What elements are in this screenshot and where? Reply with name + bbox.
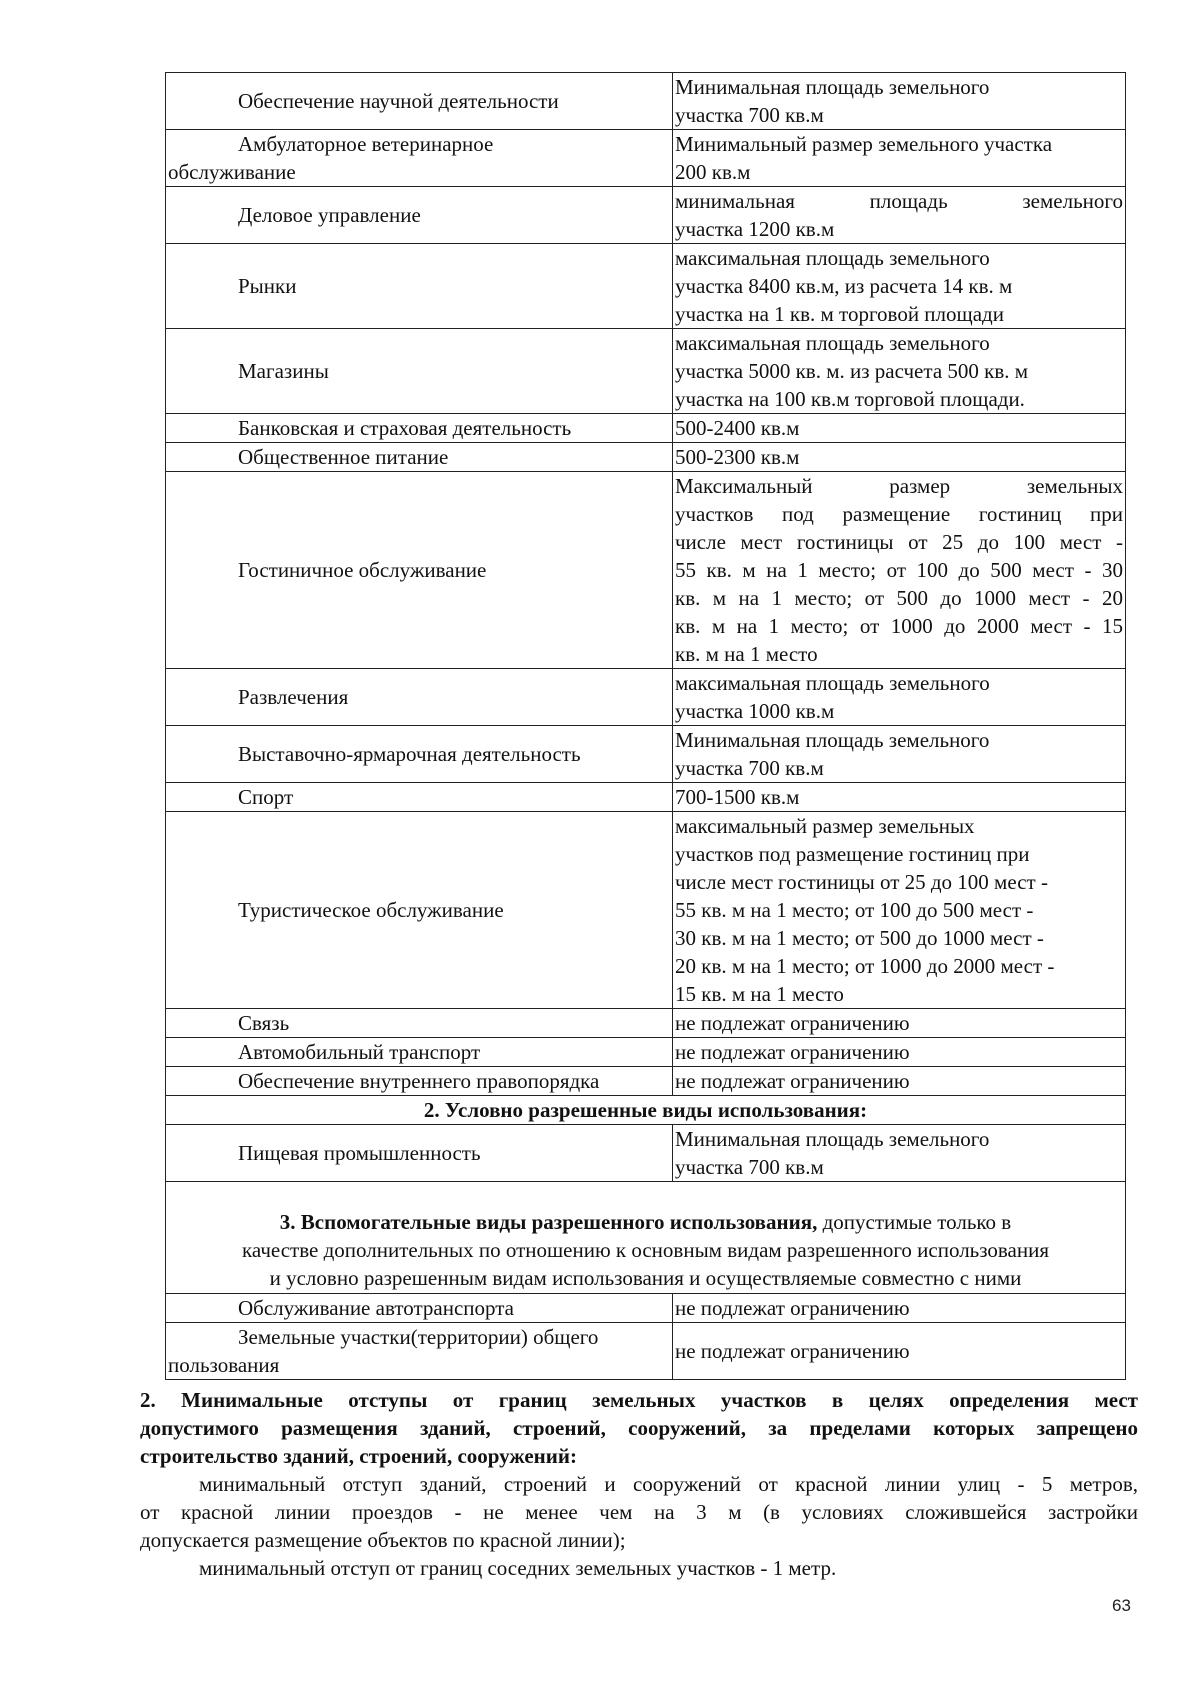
table-row — [166, 443, 1126, 472]
use-cell: Спорт — [166, 783, 673, 812]
table-row — [166, 783, 1126, 812]
table-row — [166, 1038, 1126, 1067]
use-cell: Деловое управление — [166, 187, 673, 244]
section-header-row — [166, 1096, 1126, 1125]
limit-cell: 500-2400 кв.м — [673, 414, 1126, 443]
use-cell: Рынки — [166, 244, 673, 329]
limit-cell: максимальная площадь земельного участка 5000 кв. м. из расчета 500 кв. м участка на 100 кв.м торговой площади. — [673, 329, 1126, 414]
limit-cell: Минимальный размер земельного участка 200 кв.м — [673, 130, 1126, 187]
use-cell: Связь — [166, 1009, 673, 1038]
setbacks-section — [140, 1386, 1138, 1582]
conditional-uses-heading: 2. Условно разрешенные виды использования: — [166, 1096, 1126, 1125]
table-row — [166, 812, 1126, 1009]
limit-cell: не подлежат ограничению — [673, 1323, 1126, 1380]
table-row — [166, 1067, 1126, 1096]
section-header-row — [166, 1182, 1126, 1294]
limit-cell: 700-1500 кв.м — [673, 783, 1126, 812]
limit-cell: Максимальный размер земельных участков под размещение гостиниц при числе мест гостиницы от 25 до 100 мест - 55 кв. м на 1 место; от 100 до 500 мест - 30 кв. м на 1 место; от 500 до 1000 мест - 20 кв. м на 1 место; от 1000 до 2000 мест - 15 кв. м на 1 место — [673, 472, 1126, 669]
limit-cell: Минимальная площадь земельного участка 700 кв.м — [673, 1125, 1126, 1182]
setback-paragraph: минимальный отступ зданий, строений и сооружений от красной линии улиц - 5 метров, от красной линии проездов - не менее чем на 3 м (в условиях сложившейся застройки допускается размещение объектов по красной линии); — [140, 1472, 1138, 1552]
use-cell: Обслуживание автотранспорта — [166, 1294, 673, 1323]
use-cell: Обеспечение внутреннего правопорядка — [166, 1067, 673, 1096]
table-row — [166, 187, 1126, 244]
table-row — [166, 73, 1126, 130]
table-row — [166, 1009, 1126, 1038]
auxiliary-uses-heading: 3. Вспомогательные виды разрешенного использования, допустимые только в качестве дополнительных по отношению к основным видам разрешенного использования и условно разрешенным видам использования и осуществляемые совместно с ними — [166, 1182, 1126, 1294]
section-heading: 2. Минимальные отступы от границ земельных участков в целях определения мест допустимого размещения зданий, строений, сооружений, за пределами которых запрещено строительство зданий, строений, сооружений: — [140, 1388, 1138, 1468]
use-cell: Магазины — [166, 329, 673, 414]
table-row — [166, 414, 1126, 443]
use-cell: Развлечения — [166, 669, 673, 726]
limit-cell: не подлежат ограничению — [673, 1038, 1126, 1067]
use-cell: Пищевая промышленность — [166, 1125, 673, 1182]
table-row — [166, 244, 1126, 329]
limit-cell: минимальная площадь земельного участка 1200 кв.м — [673, 187, 1126, 244]
table-row — [166, 472, 1126, 669]
use-cell: Общественное питание — [166, 443, 673, 472]
use-cell: Выставочно-ярмарочная деятельность — [166, 726, 673, 783]
use-cell: Банковская и страховая деятельность — [166, 414, 673, 443]
table-row — [166, 130, 1126, 187]
setback-paragraph: минимальный отступ от границ соседних земельных участков - 1 метр. — [199, 1556, 837, 1580]
land-use-table — [165, 72, 1126, 1380]
limit-cell: максимальный размер земельных участков под размещение гостиниц при числе мест гостиницы от 25 до 100 мест - 55 кв. м на 1 место; от 100 до 500 мест - 30 кв. м на 1 место; от 500 до 1000 мест - 20 кв. м на 1 место; от 1000 до 2000 мест - 15 кв. м на 1 место — [673, 812, 1126, 1009]
limit-cell: 500-2300 кв.м — [673, 443, 1126, 472]
limit-cell: Минимальная площадь земельного участка 700 кв.м — [673, 73, 1126, 130]
table-row — [166, 329, 1126, 414]
use-cell: Амбулаторное ветеринарное обслуживание — [166, 130, 673, 187]
limit-cell: не подлежат ограничению — [673, 1294, 1126, 1323]
limit-cell: не подлежат ограничению — [673, 1067, 1126, 1096]
limit-cell: максимальная площадь земельного участка 8400 кв.м, из расчета 14 кв. м участка на 1 кв. м торговой площади — [673, 244, 1126, 329]
page-number: 63 — [1112, 1596, 1131, 1615]
use-cell: Обеспечение научной деятельности — [166, 73, 673, 130]
table-row — [166, 1125, 1126, 1182]
use-cell: Земельные участки(территории) общего пользования — [166, 1323, 673, 1380]
use-cell: Гостиничное обслуживание — [166, 472, 673, 669]
limit-cell: максимальная площадь земельного участка 1000 кв.м — [673, 669, 1126, 726]
use-cell: Туристическое обслуживание — [166, 812, 673, 1009]
table-row — [166, 1323, 1126, 1380]
limit-cell: Минимальная площадь земельного участка 700 кв.м — [673, 726, 1126, 783]
limit-cell: не подлежат ограничению — [673, 1009, 1126, 1038]
table-row — [166, 1294, 1126, 1323]
use-cell: Автомобильный транспорт — [166, 1038, 673, 1067]
table-row — [166, 669, 1126, 726]
table-row — [166, 726, 1126, 783]
auxiliary-heading-bold: 3. Вспомогательные виды разрешенного использования, — [279, 1209, 818, 1234]
